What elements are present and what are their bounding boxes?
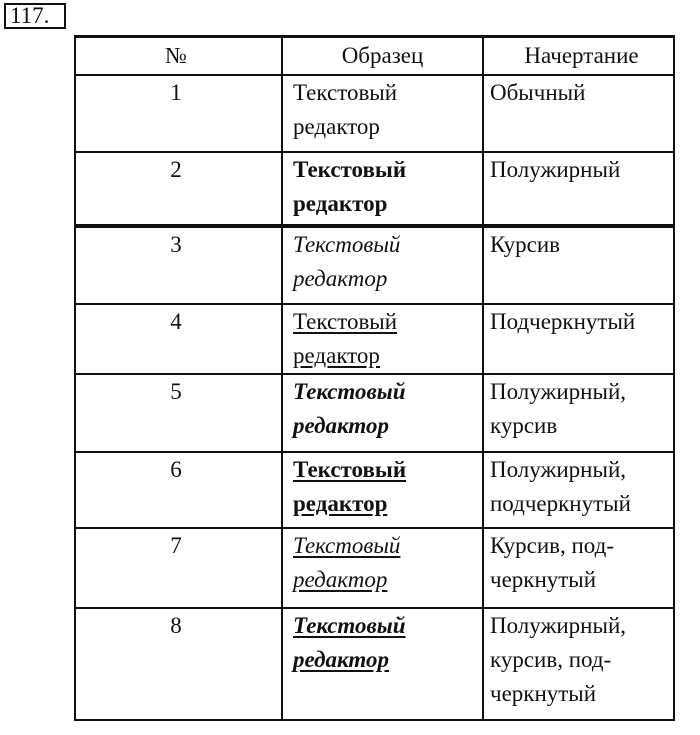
header-style: Начертание [483,37,674,76]
row-sample [282,304,483,374]
row-sample [282,152,483,225]
table-row [75,528,674,608]
row-number: 1 [75,75,282,152]
sample-text-bold-italic-underline: Текстовый редактор [293,613,406,672]
row-number: 5 [75,374,282,452]
row-number: 7 [75,528,282,608]
sample-text-italic-underline: Текстовый редактор [293,533,401,592]
row-style: Обычный [483,75,674,152]
row-number: 6 [75,452,282,528]
row-sample [282,227,483,304]
row-style: Полужирный [483,152,674,225]
table-row [75,608,674,720]
font-style-table-bottom [74,226,675,721]
sample-text-bold-italic: Текстовый редактор [293,379,406,438]
sample-text-italic: Текстовый редактор [293,232,401,291]
row-style: Полужирный, подчеркнутый [483,452,674,528]
sample-text-bold: Текстовый редактор [293,157,407,216]
row-number: 3 [75,227,282,304]
header-sample: Образец [282,37,483,76]
row-number: 8 [75,608,282,720]
row-sample [282,608,483,720]
sample-text-underline: Текстовый редактор [293,309,398,368]
table-row [75,75,674,152]
table-row [75,227,674,304]
row-sample [282,374,483,452]
row-number: 4 [75,304,282,374]
task-number: 117. [4,3,66,29]
row-sample [282,528,483,608]
row-style: Подчеркнутый [483,304,674,374]
row-style: Курсив [483,227,674,304]
sample-text-bold-underline: Текстовый редактор [293,457,407,516]
table-row [75,452,674,528]
table-row [75,304,674,374]
row-sample [282,452,483,528]
row-number: 2 [75,152,282,225]
table-row [75,374,674,452]
table-header-row [75,37,674,76]
font-style-table-top [74,35,675,226]
row-style: Полужирный, курсив [483,374,674,452]
sample-text-regular: Текстовый редактор [293,80,398,139]
table-row [75,152,674,225]
row-style: Курсив, под-черкнутый [483,528,674,608]
row-sample [282,75,483,152]
header-number: № [75,37,282,76]
row-style: Полужирный, курсив, под-черкнутый [483,608,674,720]
